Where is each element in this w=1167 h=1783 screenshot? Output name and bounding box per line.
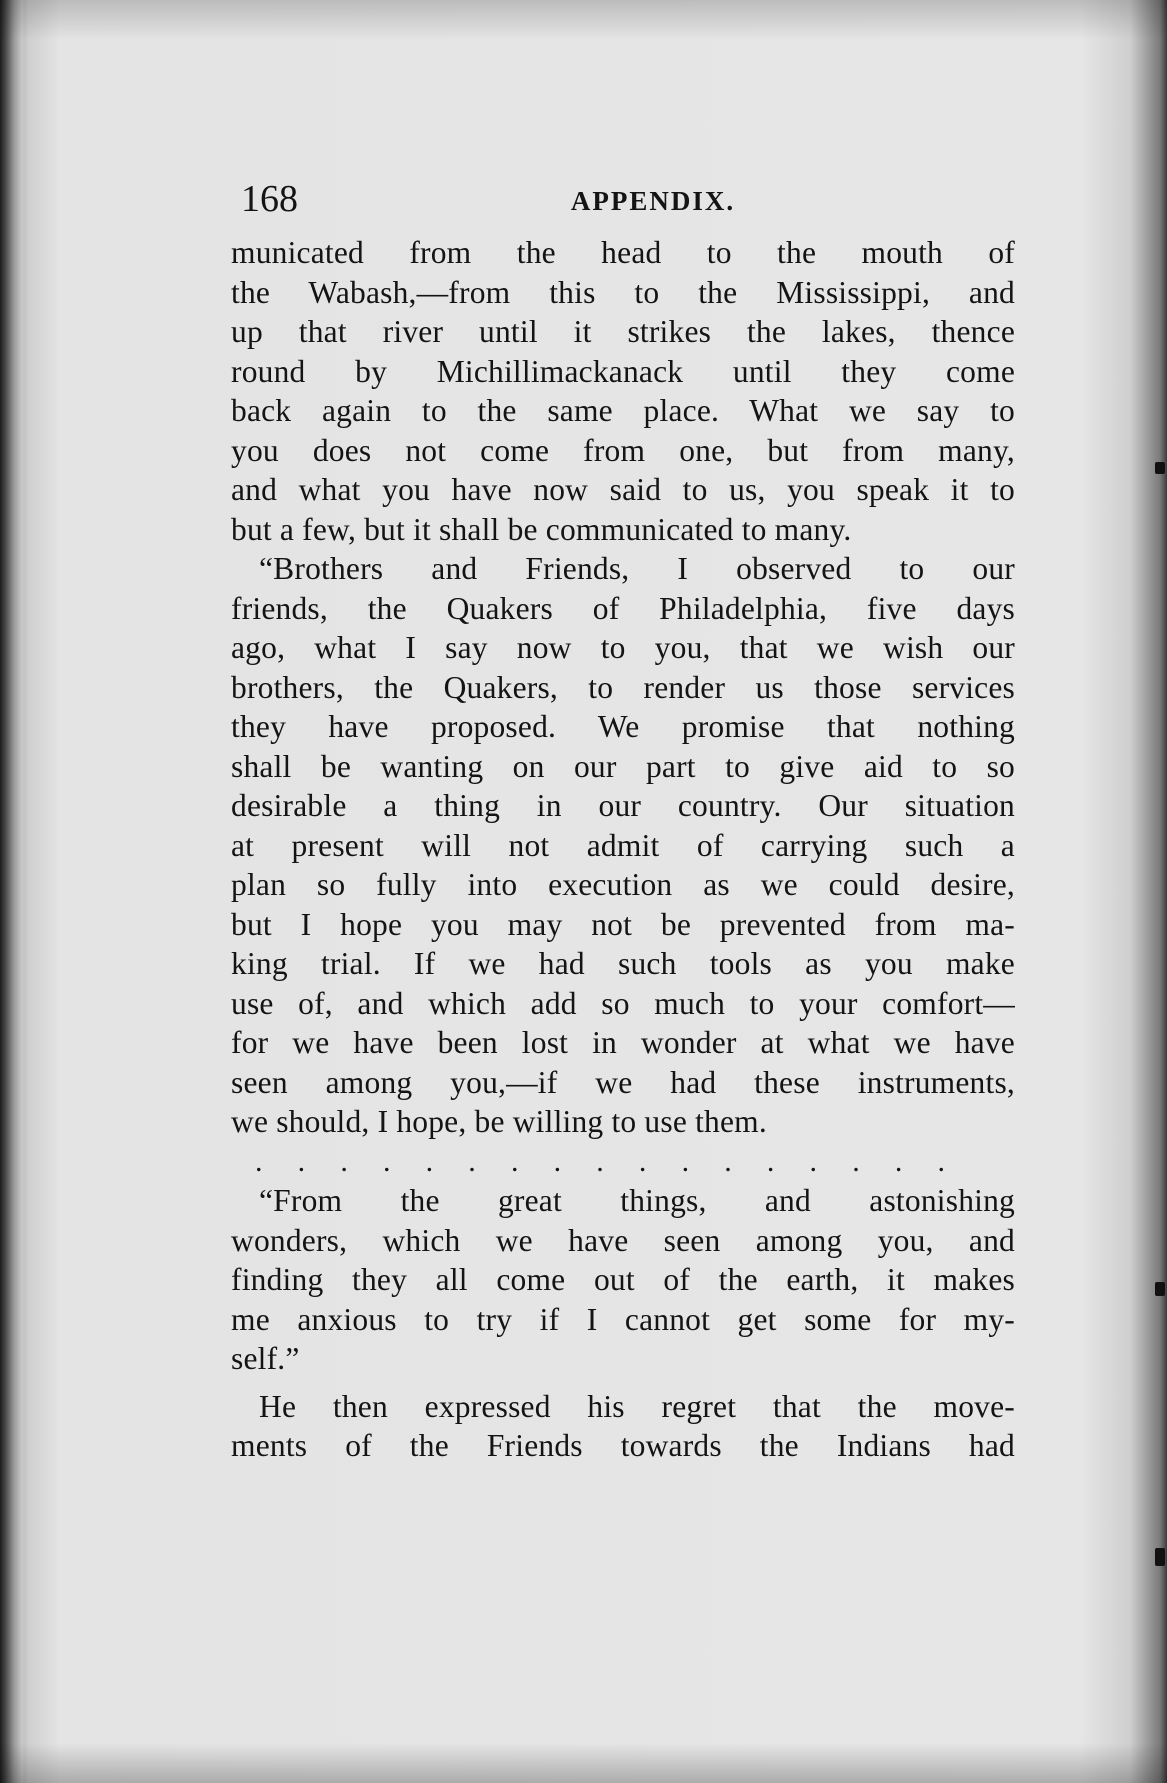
text-line: and what you have now said to us, you speak it to	[231, 472, 1015, 507]
text-line: self.”	[231, 1341, 300, 1376]
page-number: 168	[241, 178, 298, 220]
text-line: they have proposed. We promise that nothing	[231, 709, 1015, 744]
text-line: me anxious to try if I cannot get some for my-	[231, 1301, 1015, 1337]
edge-mark	[1155, 462, 1165, 474]
text-line: “Brothers and Friends, I observed to our	[259, 551, 1015, 586]
text-line: municated from the head to the mouth of	[231, 235, 1015, 270]
text-line: for we have been lost in wonder at what we have	[231, 1025, 1015, 1060]
text-line: we should, I hope, be willing to use them.	[231, 1104, 767, 1139]
text-line: shall be wanting on our part to give aid to so	[231, 748, 1015, 784]
text-line: back again to the same place. What we say to	[231, 393, 1015, 428]
text-line: He then expressed his regret that the move-	[259, 1388, 1015, 1424]
edge-mark	[1155, 1548, 1165, 1566]
text-line: up that river until it strikes the lakes, thence	[231, 314, 1015, 349]
text-line: ago, what I say now to you, that we wish our	[231, 630, 1015, 665]
page-content	[231, 175, 1015, 1466]
body-text	[231, 233, 1015, 1466]
text-line: plan so fully into execution as we could desire,	[231, 867, 1015, 902]
bottom-shadow	[0, 1743, 1167, 1783]
running-head	[241, 175, 1015, 223]
top-shadow	[0, 0, 1167, 40]
text-line: but a few, but it shall be communicated to many.	[231, 511, 852, 547]
text-line: the Wabash,—from this to the Mississippi, and	[231, 274, 1015, 310]
text-line: finding they all come out of the earth, it makes	[231, 1262, 1015, 1297]
text-line: desirable a thing in our country. Our situation	[231, 788, 1015, 823]
ellipsis-separator: . . . . . . . . . . . . . . . . .	[255, 1144, 945, 1178]
text-line: but I hope you may not be prevented from ma-	[231, 906, 1015, 942]
text-line: king trial. If we had such tools as you make	[231, 946, 1015, 981]
text-line: use of, and which add so much to your comfort—	[231, 985, 1015, 1021]
running-head-title: APPENDIX.	[570, 186, 736, 216]
edge-mark	[1155, 1282, 1165, 1296]
text-line: seen among you,—if we had these instruments,	[231, 1064, 1015, 1100]
text-line: friends, the Quakers of Philadelphia, five days	[231, 590, 1015, 626]
text-line: “From the great things, and astonishing	[259, 1183, 1015, 1218]
book-spine	[0, 0, 26, 1783]
text-line: you does not come from one, but from many,	[231, 432, 1015, 468]
text-line: ments of the Friends towards the Indians had	[231, 1428, 1015, 1463]
text-line: round by Michillimackanack until they come	[231, 353, 1015, 389]
text-line: wonders, which we have seen among you, and	[231, 1222, 1015, 1258]
text-line: brothers, the Quakers, to render us those services	[231, 669, 1015, 705]
text-line: at present will not admit of carrying such a	[231, 827, 1015, 863]
